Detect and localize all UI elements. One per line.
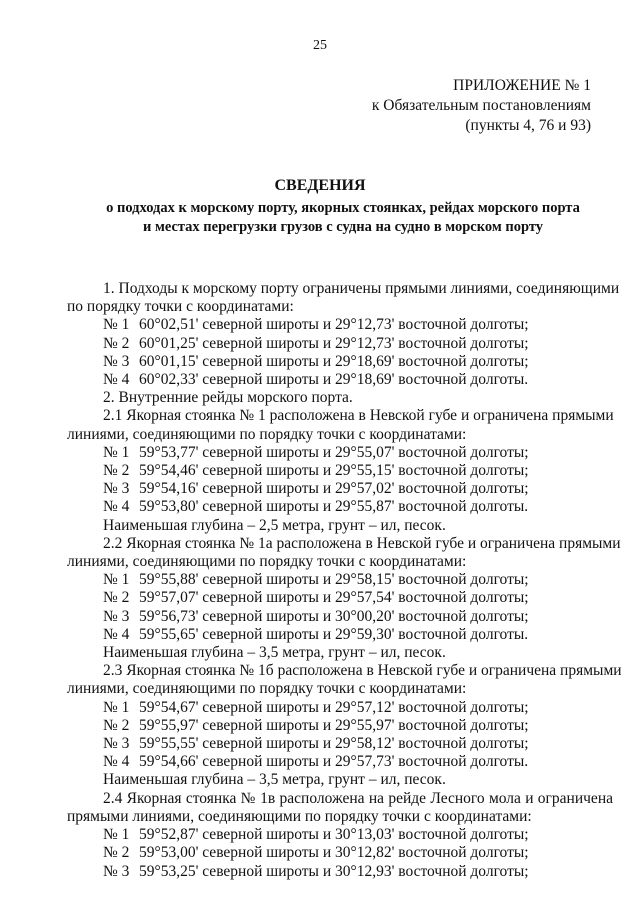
point-number: № 2 xyxy=(103,716,130,734)
point-number: № 1 xyxy=(103,571,130,589)
point-coordinates: 59°57,07' северной широты и 29°57,54' восточной долготы; xyxy=(139,589,529,607)
point-coordinates: 59°54,16' северной широты и 29°57,02' восточной долготы; xyxy=(139,480,529,498)
appendix-header xyxy=(372,76,591,136)
coordinate-point xyxy=(67,699,613,717)
coordinate-point xyxy=(67,717,613,735)
section-2-2-text-cont: линиями, соединяющими по порядку точки с координатами: xyxy=(67,553,467,571)
point-number: № 3 xyxy=(103,735,130,753)
coordinate-point xyxy=(67,480,613,498)
section-2-heading: 2. Внутренние рейды морского порта. xyxy=(103,389,353,407)
point-coordinates: 59°53,80' северной широты и 29°55,87' восточной долготы. xyxy=(139,498,529,516)
coordinate-point xyxy=(67,444,613,462)
point-number: № 3 xyxy=(103,480,130,498)
appendix-clauses: (пункты 4, 76 и 93) xyxy=(465,117,591,134)
point-number: № 2 xyxy=(103,844,130,862)
point-coordinates: 60°02,51' северной широты и 29°12,73' восточной долготы; xyxy=(139,316,529,334)
section-2-4-text: 2.4 Якорная стоянка № 1в расположена на рейде Лесного мола и ограничена xyxy=(103,789,613,807)
point-coordinates: 59°52,87' северной широты и 30°13,03' восточной долготы; xyxy=(139,826,529,844)
point-coordinates: 59°53,25' северной широты и 30°12,93' восточной долготы; xyxy=(139,862,529,880)
point-number: № 2 xyxy=(103,462,130,480)
coordinate-point xyxy=(67,335,613,353)
coordinate-point xyxy=(67,571,613,589)
appendix-reference: к Обязательным постановлениям xyxy=(371,97,591,114)
point-number: № 4 xyxy=(103,625,130,643)
depth-note: Наименьшая глубина – 3,5 метра, грунт – ил, песок. xyxy=(103,771,446,789)
point-number: № 1 xyxy=(103,698,130,716)
appendix-title: ПРИЛОЖЕНИЕ № 1 xyxy=(453,77,591,94)
coordinate-point xyxy=(67,844,613,862)
section-2-3-text: 2.3 Якорная стоянка № 1б расположена в Невской губе и ограничена прямыми xyxy=(103,662,622,680)
section-1-text-cont: по порядку точки с координатами: xyxy=(67,298,294,316)
point-coordinates: 59°53,77' северной широты и 29°55,07' восточной долготы; xyxy=(139,443,529,461)
coordinate-point xyxy=(67,589,613,607)
section-2-2-text: 2.2 Якорная стоянка № 1а расположена в Невской губе и ограничена прямыми xyxy=(103,534,621,552)
coordinate-point xyxy=(67,826,613,844)
point-number: № 3 xyxy=(103,352,130,370)
coordinate-point xyxy=(67,462,613,480)
coordinate-point xyxy=(67,371,613,389)
coordinate-point xyxy=(67,863,613,881)
section-2-3-text-cont: линиями, соединяющими по порядку точки с координатами: xyxy=(67,680,467,698)
coordinate-point xyxy=(67,753,613,771)
subtitle-line-2: и местах перегрузки грузов с судна на судно в морском порту xyxy=(142,219,544,235)
point-coordinates: 59°54,46' северной широты и 29°55,15' восточной долготы; xyxy=(139,462,529,480)
coordinate-point xyxy=(67,608,613,626)
point-number: № 3 xyxy=(103,607,130,625)
point-number: № 3 xyxy=(103,862,130,880)
section-1-text: 1. Подходы к морскому порту ограничены прямыми линиями, соединяющими xyxy=(103,280,620,297)
depth-note: Наименьшая глубина – 2,5 метра, грунт – ил, песок. xyxy=(103,516,446,534)
point-number: № 1 xyxy=(103,443,130,461)
depth-note: Наименьшая глубина – 3,5 метра, грунт – ил, песок. xyxy=(103,644,446,662)
point-coordinates: 59°55,88' северной широты и 29°58,15' восточной долготы; xyxy=(139,571,529,589)
coordinate-point xyxy=(67,735,613,753)
point-coordinates: 60°01,25' северной широты и 29°12,73' восточной долготы; xyxy=(139,334,529,352)
point-coordinates: 59°55,55' северной широты и 29°58,12' восточной долготы; xyxy=(139,735,529,753)
point-coordinates: 59°55,65' северной широты и 29°59,30' восточной долготы. xyxy=(139,625,529,643)
coordinate-point xyxy=(67,498,613,516)
point-coordinates: 59°54,67' северной широты и 29°57,12' восточной долготы; xyxy=(139,698,529,716)
coordinate-point xyxy=(67,626,613,644)
point-coordinates: 60°01,15' северной широты и 29°18,69' восточной долготы; xyxy=(139,352,529,370)
point-number: № 4 xyxy=(103,753,130,771)
point-coordinates: 59°55,97' северной широты и 29°55,97' восточной долготы; xyxy=(139,716,529,734)
page-number: 25 xyxy=(313,38,327,53)
document-subtitle xyxy=(0,199,640,237)
point-number: № 4 xyxy=(103,498,130,516)
subtitle-line-1: о подходах к морскому порту, якорных стоянках, рейдах морского порта xyxy=(106,200,580,216)
point-number: № 1 xyxy=(103,826,130,844)
point-number: № 2 xyxy=(103,334,130,352)
point-number: № 4 xyxy=(103,371,130,389)
point-coordinates: 59°53,00' северной широты и 30°12,82' восточной долготы; xyxy=(139,844,529,862)
section-2-1-text-cont: линиями, соединяющими по порядку точки с координатами: xyxy=(67,425,467,443)
point-coordinates: 59°54,66' северной широты и 29°57,73' восточной долготы. xyxy=(139,753,529,771)
section-2-1-text: 2.1 Якорная стоянка № 1 расположена в Невской губе и ограничена прямыми xyxy=(103,407,614,425)
document-heading xyxy=(0,176,640,237)
section-2-4-text-cont: прямыми линиями, соединяющими по порядку точки с координатами: xyxy=(67,807,532,825)
point-number: № 1 xyxy=(103,316,130,334)
point-coordinates: 60°02,33' северной широты и 29°18,69' восточной долготы. xyxy=(139,371,529,389)
document-title: СВЕДЕНИЯ xyxy=(274,177,366,194)
point-number: № 2 xyxy=(103,589,130,607)
coordinate-point xyxy=(67,316,613,334)
document-body xyxy=(67,280,622,881)
coordinate-point xyxy=(67,353,613,371)
point-coordinates: 59°56,73' северной широты и 30°00,20' восточной долготы; xyxy=(139,607,529,625)
